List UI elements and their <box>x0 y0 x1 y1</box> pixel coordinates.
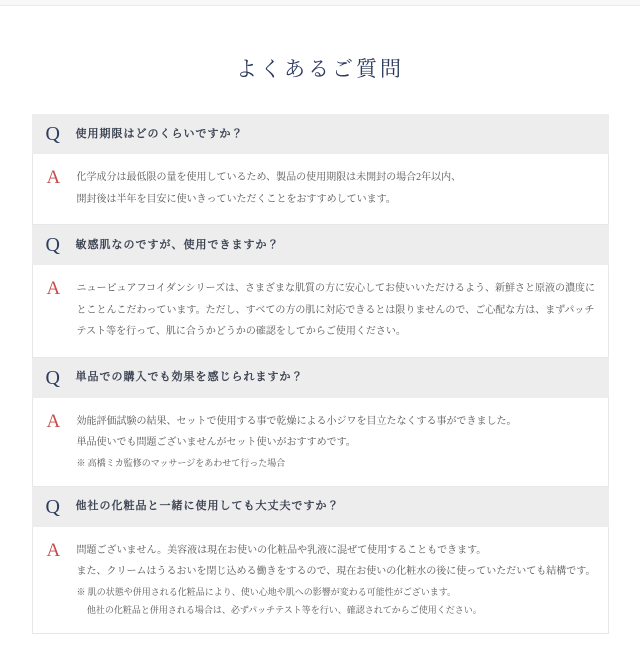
faq-item <box>32 487 609 634</box>
faq-question-row <box>32 358 609 398</box>
answer-note: ※ 高橋ミカ監修のマッサージをあわせて行った場合 <box>76 457 286 468</box>
faq-question-row <box>32 225 609 265</box>
answer-line: ニューピュアフコイダンシリーズは、さまざまな肌質の方に安心してお使いいただけるよう、新鮮さと原液の濃度にとことんこだわっています。ただし、すべての方の肌に対応できるとは限りませんので、ご心配な方は、まずパッチテスト等を行って、肌に合うかどうかの確認をしてからご使用ください。 <box>76 283 596 337</box>
faq-answer-row <box>32 154 609 225</box>
faq-list <box>32 114 609 634</box>
faq-answer-body <box>77 167 596 210</box>
faq-item <box>32 225 609 358</box>
faq-question-text: 単品での購入でも効果を感じられますか？ <box>75 371 304 384</box>
answer-mark-icon: A <box>46 410 61 432</box>
question-mark-icon: Q <box>45 234 60 256</box>
faq-question-text: 他社の化粧品と一緒に使用しても大丈夫ですか？ <box>75 500 340 513</box>
faq-answer-row <box>32 265 609 358</box>
page-title: よくあるご質問 <box>236 57 404 81</box>
faq-item <box>32 114 609 225</box>
answer-note: ※ 肌の状態や併用される化粧品により、使い心地や肌への影響が変わる可能性がございます。 <box>76 586 457 597</box>
answer-line: また、クリームはうるおいを閉じ込める働きをするので、現在お使いの化粧水の後に使っていただいても結構です。 <box>76 566 596 578</box>
answer-mark-icon: A <box>46 539 61 561</box>
faq-answer-row <box>32 398 609 487</box>
answer-line: 開封後は半年を目安に使いきっていただくことをおすすめしています。 <box>76 193 396 205</box>
faq-question-row <box>32 114 609 154</box>
answer-line: 単品使いでも問題ございませんがセット使いがおすすめです。 <box>76 437 356 448</box>
faq-question-text: 敏感肌なのですが、使用できますか？ <box>75 238 280 251</box>
answer-line: 効能評価試験の結果、セットで使用する事で乾燥による小ジワを目立たなくする事ができました。 <box>76 415 517 427</box>
answer-line: 化学成分は最低限の量を使用しているため、製品の使用期限は未開封の場合2年以内、 <box>76 172 462 183</box>
answer-line: 問題ございません。美容液は現在お使いの化粧品や乳液に混ぜて使用することもできます。 <box>76 544 487 556</box>
top-section-divider <box>0 0 640 6</box>
answer-note: 他社の化粧品と併用される場合は、必ずパッチテスト等を行い、確認されてからご使用ください。 <box>86 604 482 615</box>
faq-answer-body <box>77 278 596 343</box>
faq-answer-body <box>77 540 596 619</box>
faq-item <box>32 358 609 487</box>
faq-answer-body <box>77 411 596 472</box>
faq-answer-row <box>32 527 609 634</box>
answer-mark-icon: A <box>46 167 61 188</box>
answer-mark-icon: A <box>46 278 61 299</box>
question-mark-icon: Q <box>45 123 60 145</box>
faq-question-text: 使用期限はどのくらいですか？ <box>75 127 244 140</box>
question-mark-icon: Q <box>45 495 60 518</box>
faq-question-row <box>32 487 609 527</box>
question-mark-icon: Q <box>45 366 60 389</box>
